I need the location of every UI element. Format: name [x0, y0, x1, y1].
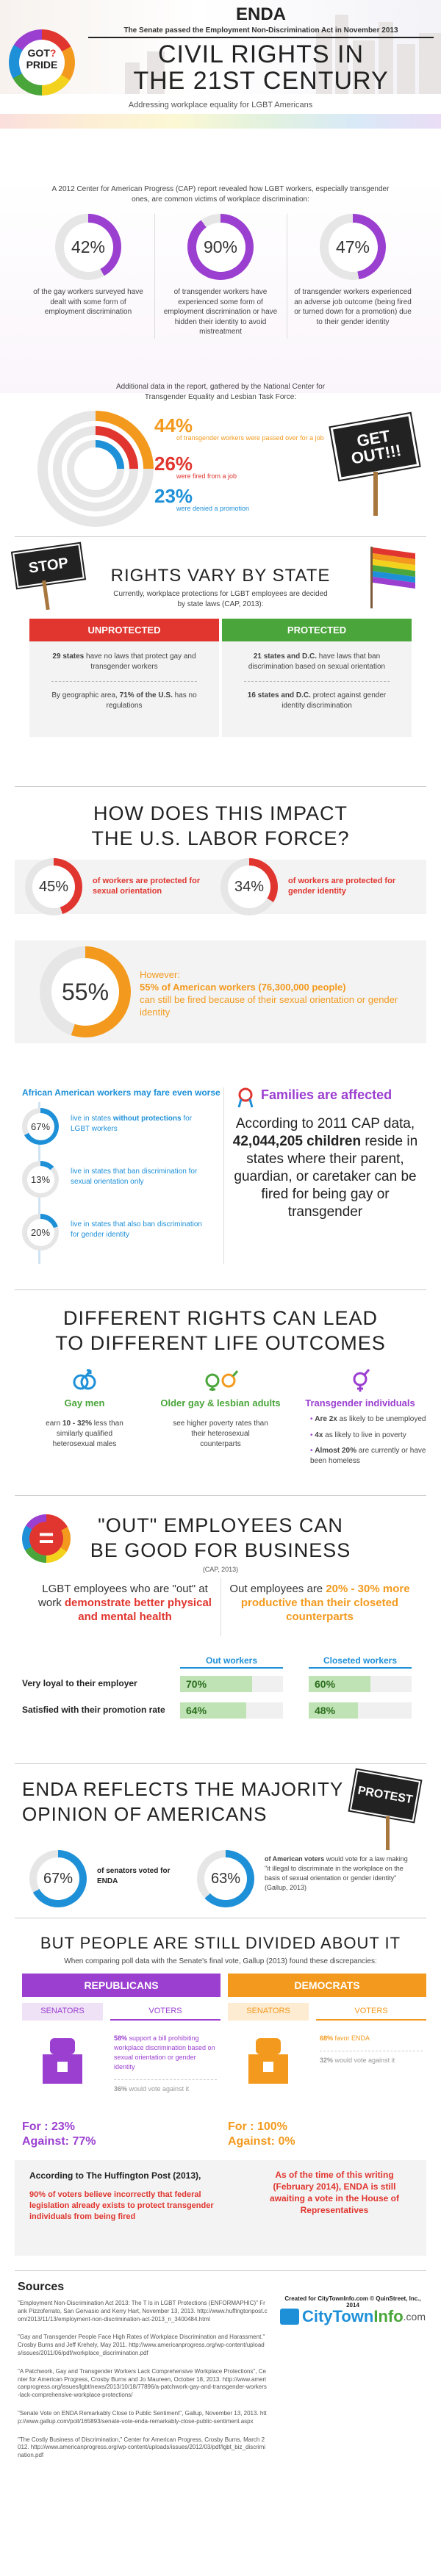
sources-section — [0, 2270, 441, 2576]
enda-status: As of the time of this writing (February 2014), ENDA is still awaiting a vote in the House of Representatives — [269, 2170, 400, 2215]
labor-stat-1-donut-value: 45% — [32, 866, 75, 908]
divided-title: BUT PEOPLE ARE STILL DIVIDED ABOUT IT — [40, 1934, 401, 1952]
protected-fact-2 — [222, 691, 412, 711]
business-source: (CAP, 2013) — [202, 1566, 239, 1573]
outcome-transgender — [294, 1367, 426, 1472]
divider — [15, 536, 426, 537]
huffington-finding: 90% of voters believe incorrectly that federal legislation already exists to protect transgender individuals from being fired — [29, 2190, 214, 2221]
business-bar-out: 64% — [180, 1702, 246, 1719]
logo-building-icon — [280, 2309, 299, 2325]
business-title-1: "OUT" EMPLOYEES CAN — [98, 1514, 343, 1536]
business-row — [15, 1701, 426, 1721]
ncte-concentric-rings — [37, 410, 154, 528]
outcome-gay-men — [22, 1367, 147, 1450]
transgender-symbol-icon — [345, 1367, 375, 1392]
unprotected-label: UNPROTECTED — [29, 619, 219, 641]
transgender-fact-text: as likely to be unemployed — [337, 1415, 426, 1423]
african-stat-donut — [22, 1108, 59, 1145]
source-item: "A Patchwork, Gay and Transgender Workers Lack Comprehensive Workplace Protections", Center for American Progress, Crosby Burns and Jo Maureen, October 18, 2013. http://www.americanprogress.org/issues/lgbt/news/2013/10/18/77896/a-patchwork-gay-and-transgender-workers-lack-comprehensive-workplace-protections/ — [18, 2367, 267, 2399]
ncte-stat-3 — [154, 485, 249, 512]
divider — [15, 1763, 426, 1764]
business-bar-track — [309, 1702, 412, 1719]
labor-big-donut-chart — [40, 946, 131, 1037]
business-productivity — [228, 1582, 412, 1624]
unprotected-fact-1-bold: 29 states — [52, 652, 85, 661]
transgender-fact-bold: Almost 20% — [315, 1447, 356, 1455]
republicans-panel — [22, 1974, 220, 2148]
citytowninfo-logo[interactable] — [279, 2307, 426, 2326]
rep-senators-label: SENATORS — [22, 2003, 103, 2021]
african-stat-text-pre: live in states — [71, 1115, 113, 1123]
get-out-sign — [331, 414, 420, 480]
business-productivity-pre: Out employees are — [229, 1583, 326, 1595]
unprotected-fact-1 — [29, 641, 219, 672]
protected-fact-1 — [222, 641, 412, 672]
sources-title: Sources — [18, 2281, 65, 2293]
protest-sign-text: PROTEST — [356, 1784, 414, 1807]
labor-stat-1-text: of workers are protected for sexual orientation — [93, 877, 201, 896]
ncte-intro: Additional data in the report, gathered by the National Center for Transgender Equality and Lesbian Task Force: — [115, 383, 326, 401]
business-row-label: Satisfied with their promotion rate — [22, 1705, 165, 1715]
older-adults-symbol-icon — [201, 1367, 240, 1392]
majority-stat-1-donut — [29, 1850, 87, 1907]
labor-stat-2-donut — [220, 858, 278, 915]
labor-stat-2-text: of workers are protected for gender identity — [288, 877, 396, 896]
democrats-panel — [228, 1974, 426, 2148]
business-productivity-bold: 20% - 30% more productive than their closeted counterparts — [240, 1583, 410, 1623]
transgender-fact-bold: Are 2x — [315, 1415, 337, 1423]
business-health-bold: demonstrate better physical and mental health — [64, 1597, 212, 1623]
business-bar-track — [180, 1676, 283, 1692]
business-divider — [220, 1577, 221, 1636]
families-title: Families are affected — [261, 1087, 392, 1102]
business-title-2: BE GOOD FOR BUSINESS — [90, 1539, 351, 1561]
ncte-stat-text: were fired from a job — [176, 472, 237, 480]
african-families-section — [0, 1065, 441, 1278]
ring-23 — [96, 444, 121, 469]
gay-men-text-post: less than similarly qualified heterosexual males — [52, 1420, 123, 1448]
business-section — [0, 1495, 441, 1756]
rep-voters-rest-2: would vote against it — [127, 2085, 190, 2093]
cap-stat-text: of the gay workers surveyed have dealt with some form of employment discrimination — [33, 288, 143, 316]
labor-big-text — [140, 968, 404, 1018]
protected-fact-2-bold: 16 states and D.C. — [247, 691, 311, 699]
labor-donut-2 — [220, 858, 278, 915]
labor-stat-2-donut-value: 34% — [228, 866, 270, 908]
ncte-stat-text: were denied a promotion — [176, 505, 250, 512]
african-stat-donut-value: 13% — [27, 1166, 54, 1193]
ncte-stat-1 — [154, 414, 324, 442]
outcomes-title-1: DIFFERENT RIGHTS CAN LEAD — [62, 1307, 379, 1329]
dem-voters-label: VOTERS — [316, 2003, 426, 2021]
source-item: "Gay and Transgender People Face High Rates of Workplace Discrimination and Harassment." Crosby Burns and Jeff Krehely, May 2011. http://www.americanprogress.org/wp-content/uploads/issues/2011/06/pdf/workplace_discrimination.pdf — [18, 2334, 265, 2356]
rep-voters-text — [114, 2034, 217, 2094]
gay-men-symbol-icon — [70, 1367, 99, 1392]
labor-big-bold: 55% of American workers (76,300,000 people) — [140, 982, 346, 993]
cap-stat — [162, 214, 279, 337]
header-title: ENDA — [235, 4, 286, 24]
african-stat-text-bold: without protections — [112, 1115, 182, 1123]
source-item: "Employment Non-Discrimination Act 2013: The T Is in LGBT Protections (ENFORMAPHIC)" Frank Pizzoferrato, San Gervasio and Kerry Hart, November 13, 2013. http://www.huffingtonpost.com/2013/11/13/employment-non-discrimination-act-2013_n_3400484.html — [18, 2300, 268, 2323]
majority-stat-1-text: of senators voted for ENDA — [97, 1867, 171, 1885]
business-bar-closeted: 48% — [309, 1702, 358, 1719]
business-row — [15, 1674, 426, 1695]
democrats-label: DEMOCRATS — [228, 1974, 426, 1997]
dem-voters-bold-2: 32% — [320, 2057, 334, 2064]
col-out-workers: Out workers — [180, 1655, 283, 1669]
majority-donut-1 — [29, 1850, 87, 1907]
labor-title-2: THE U.S. LABOR FORCE? — [91, 827, 350, 849]
rep-for: For : 23% — [22, 2120, 76, 2133]
stop-sign-text: STOP — [27, 554, 70, 577]
rainbow-flag-icon — [368, 544, 419, 610]
business-bar-track — [309, 1676, 412, 1692]
majority-stat-2-text — [265, 1854, 412, 1893]
rep-voters-bold-2: 36% — [114, 2085, 128, 2093]
ncte-stat-value: 44% — [154, 414, 193, 436]
republicans-label: REPUBLICANS — [22, 1974, 220, 1997]
states-title: RIGHTS VARY BY STATE — [110, 566, 331, 586]
transgender-fact-bold: 4x — [315, 1431, 323, 1439]
cap-stat-donut — [320, 214, 386, 280]
protected-header — [222, 619, 412, 641]
unprotected-fact-2-bold: 71% of the U.S. — [119, 691, 173, 699]
business-health-pre: LGBT employees who are "out" at work — [38, 1583, 208, 1609]
ncte-section — [0, 382, 441, 529]
dem-for: For : 100% — [228, 2120, 287, 2133]
african-stat-text — [71, 1114, 203, 1134]
states-intro: Currently, workplace protections for LGBT employees are decided by state laws (CAP, 2013): — [113, 590, 328, 608]
cap-separator — [154, 214, 155, 339]
tagline-wrap — [0, 98, 441, 111]
cap-stat-donut-value: 47% — [329, 223, 378, 272]
unprotected-fact-1-text: have no laws that protect gay and transgender workers — [84, 652, 196, 671]
badge-got: GOT — [27, 47, 50, 59]
labor-donut-1 — [25, 858, 82, 915]
logo-city: CityTown — [301, 2307, 374, 2325]
cap-stat-donut-value: 90% — [196, 223, 245, 272]
dem-against: Against: 0% — [228, 2135, 295, 2148]
transgender-fact — [310, 1414, 426, 1425]
dem-voters-rest-2: would vote against it — [333, 2057, 395, 2064]
african-stat-text — [71, 1220, 203, 1240]
protest-post — [386, 1816, 390, 1850]
business-bar-out: 70% — [180, 1676, 252, 1692]
ncte-stat-2 — [154, 453, 237, 480]
get-out-sign-text: GET OUT!!! — [349, 426, 403, 468]
main-title-line-1: CIVIL RIGHTS IN — [157, 40, 365, 68]
families-panel — [223, 1087, 422, 1264]
unprotected-box — [29, 641, 219, 737]
transgender-fact-text: as likely to live in poverty — [323, 1431, 406, 1439]
cap-stat-text: of transgender workers have experienced some form of employment discrimination or have hidden their identity to avoid mistreatment — [163, 288, 278, 336]
protected-fact-1-text: have laws that ban discrimination based on sexual orientation — [248, 652, 386, 671]
business-health — [37, 1582, 213, 1624]
gay-men-text-pre: earn — [46, 1420, 62, 1428]
unprotected-fact-2-post: has no regulations — [106, 691, 197, 710]
african-stat-donut-value: 20% — [27, 1219, 54, 1246]
dem-voters-bold: 68% — [320, 2034, 334, 2042]
divider — [15, 2270, 426, 2271]
majority-stat-2-donut-value: 63% — [204, 1857, 247, 1900]
equals-icon: = — [29, 1522, 63, 1555]
bullet-icon: • — [310, 1447, 315, 1455]
majority-stat-2-donut — [197, 1850, 254, 1907]
african-stat-donut — [22, 1161, 59, 1198]
badge-question: ? — [49, 47, 57, 59]
transgender-fact — [310, 1431, 426, 1441]
african-stat-text-pre: live in states that ban discrimination for sexual orientation only — [71, 1168, 198, 1186]
labor-big-rest: can still be fired because of their sexual orientation or gender identity — [140, 994, 398, 1018]
business-bar-track — [180, 1702, 283, 1719]
older-adults-text: see higher poverty rates than their heterosexual counterparts — [173, 1420, 268, 1448]
cap-stat — [29, 214, 147, 317]
divider — [15, 786, 426, 787]
dem-senators-label: SENATORS — [228, 2003, 309, 2021]
credit-text: Created for CityTownInfo.com © QuinStreet, Inc., 2014 — [284, 2295, 421, 2309]
labor-title-1: HOW DOES THIS IMPACT — [93, 802, 348, 824]
protected-fact-1-bold: 21 states and D.C. — [253, 652, 317, 661]
bullet-icon: • — [310, 1431, 315, 1439]
families-text-bold: 42,044,205 children — [232, 1134, 362, 1149]
african-stat-donut — [22, 1214, 59, 1251]
huffington-title: According to The Huffington Post (2013), — [29, 2170, 201, 2181]
outcomes-title-2: TO DIFFERENT LIFE OUTCOMES — [55, 1332, 386, 1354]
cap-stat-donut-value: 42% — [64, 223, 113, 272]
majority-title-2: OPINION OF AMERICANS — [22, 1803, 268, 1825]
tagline: Addressing workplace equality for LGBT Americans — [121, 99, 320, 111]
divided-intro: When comparing poll data with the Senate's final vote, Gallup (2013) found these discrepancies: — [64, 1957, 377, 1965]
families-text-post: reside in states where their parent, guardian, or caretaker can be fired for being gay or transgender — [234, 1134, 418, 1220]
protected-fact-2-text: protect against gender identity discrimination — [282, 691, 387, 710]
gay-men-text-bold: 10 - 32% — [62, 1420, 92, 1428]
family-ribbon-icon — [236, 1087, 255, 1108]
rainbow-strip — [0, 114, 441, 129]
cap-stat-donut — [55, 214, 121, 280]
got-pride-badge — [9, 29, 75, 96]
majority-section — [0, 1763, 441, 1918]
header-subtitle: The Senate passed the Employment Non-Discrimination Act in November 2013 — [123, 26, 398, 35]
unprotected-fact-2-pre: By geographic area, — [51, 691, 120, 699]
header — [0, 0, 441, 94]
dem-voters-rest: favor ENDA — [333, 2034, 370, 2042]
labor-stat-1-donut — [25, 858, 82, 915]
huffington-box — [15, 2160, 426, 2256]
older-adults-title: Older gay & lesbian adults — [160, 1397, 281, 1408]
majority-stat-2-bold: of American voters — [265, 1855, 325, 1863]
divider — [15, 1495, 426, 1496]
unprotected-header — [29, 619, 219, 641]
ncte-stat-value: 23% — [154, 485, 193, 507]
rep-voters-bold: 58% — [114, 2034, 128, 2042]
divided-section — [0, 1918, 441, 2314]
labor-big-donut — [40, 946, 131, 1037]
main-title-line-2: THE 21ST CENTURY — [133, 67, 389, 95]
african-title: African American workers may fare even worse — [22, 1087, 220, 1098]
rep-senators-icon — [37, 2032, 88, 2091]
outcomes-section — [0, 1289, 441, 1481]
african-stat-text-pre: live in states that also ban discrimination for gender identity — [71, 1220, 202, 1239]
unprotected-fact-2 — [29, 691, 219, 711]
states-section — [0, 536, 441, 779]
bullet-icon: • — [310, 1415, 315, 1423]
protected-label: PROTECTED — [222, 619, 412, 641]
header-divider — [88, 37, 434, 38]
cap-stat-donut — [187, 214, 254, 280]
business-row-label: Very loyal to their employer — [22, 1678, 137, 1688]
outcome-older-adults — [151, 1367, 290, 1450]
cap-intro: A 2012 Center for American Progress (CAP) report revealed how LGBT workers, especially transgender ones, are common victims of workplace discrimination: — [51, 185, 390, 204]
source-item: "Senate Vote on ENDA Remarkably Close to Public Sentiment", Gallup, November 13, 2013. http://www.gallup.com/poll/165893/senate-vote-enda-remarkably-close-public-sentiment.aspx — [18, 2409, 267, 2425]
families-text — [232, 1115, 419, 1221]
rep-against: Against: 77% — [22, 2135, 96, 2148]
divider — [15, 1289, 426, 1290]
families-text-pre: According to 2011 CAP data, — [235, 1116, 415, 1132]
majority-title-1: ENDA REFLECTS THE MAJORITY — [22, 1778, 344, 1800]
gay-men-title: Gay men — [64, 1397, 105, 1408]
cap-stat-text: of transgender workers experienced an adverse job outcome (being fired or turned down for a promotion) due to their gender identity — [294, 288, 412, 326]
transgender-fact — [310, 1446, 426, 1466]
logo-info: Info — [373, 2307, 404, 2325]
african-stat-donut-value: 67% — [27, 1113, 54, 1140]
transgender-fact-text: are currently or have been homeless — [310, 1447, 426, 1465]
badge-pride: PRIDE — [26, 59, 58, 71]
rep-voters-rest: support a bill prohibiting workplace discrimination based on sexual orientation or gender identity — [114, 2034, 215, 2070]
labor-big-however: However: — [140, 969, 180, 980]
majority-stat-1-donut-value: 67% — [37, 1857, 79, 1900]
badge-center — [19, 40, 65, 85]
labor-big-donut-chart-value: 55% — [51, 958, 119, 1026]
logo-com: .com — [403, 2311, 426, 2323]
dem-voters-text — [320, 2034, 423, 2065]
cap-report-section — [0, 180, 441, 393]
rep-voters-label: VOTERS — [110, 2003, 220, 2021]
dem-senators-icon — [243, 2032, 294, 2091]
gay-men-text — [22, 1419, 147, 1450]
ncte-stat-value: 26% — [154, 453, 193, 475]
sign-post — [373, 472, 378, 516]
cap-stat — [294, 214, 412, 327]
african-stat-text — [71, 1167, 203, 1187]
african-stat-text-post: for LGBT workers — [71, 1115, 193, 1133]
col-closeted-workers: Closeted workers — [309, 1655, 412, 1669]
business-bar-closeted: 60% — [309, 1676, 370, 1692]
majority-stat-2-rest: would vote for a law making "it illegal to discriminate in the workplace on the basis of sexual orientation or gender identity" (Gallup, 2013) — [265, 1855, 408, 1891]
transgender-title: Transgender individuals — [305, 1397, 415, 1408]
ncte-stat-text: of transgender workers were passed over for a job — [176, 434, 324, 442]
protected-box — [222, 641, 412, 737]
majority-donut-2 — [197, 1850, 254, 1907]
source-item: "The Costly Business of Discrimination," Center for American Progress, Crosby Burns, March 2012. http://www.americanprogress.org/wp-content/uploads/issues/2012/03/pdf/lgbt_biz_discrimination.pdf — [18, 2436, 266, 2459]
